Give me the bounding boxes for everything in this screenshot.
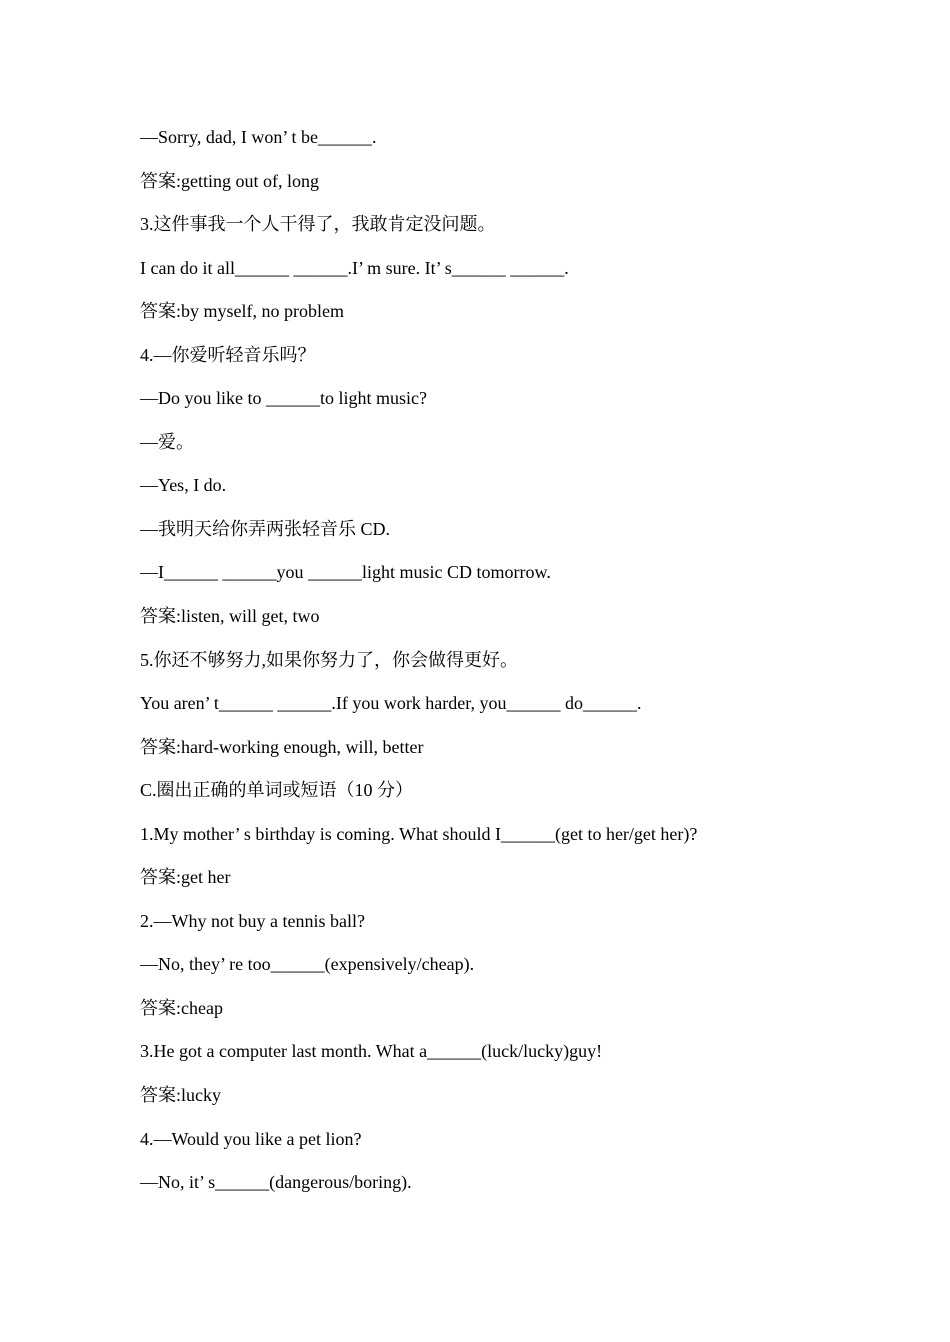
answer-line: 答案:cheap <box>140 997 223 1018</box>
answer-line: 答案:get her <box>140 867 231 888</box>
document-body <box>140 122 860 1211</box>
fill-in-line: You aren’ t______ ______.If you work harder, you______ do______. <box>140 693 642 714</box>
question-line: 4.—Would you like a pet lion? <box>140 1128 362 1149</box>
answer-line: 答案:hard-working enough, will, better <box>140 736 424 757</box>
section-heading: C.圈出正确的单词或短语（10 分） <box>140 780 414 801</box>
question-prompt: 3.这件事我一个人干得了，我敢肯定没问题。 <box>140 214 496 235</box>
dialogue-line: —爱。 <box>140 431 194 452</box>
answer-line: 答案:getting out of, long <box>140 170 319 191</box>
question-line: 1.My mother’ s birthday is coming. What should I______(get to her/get her)? <box>140 823 698 844</box>
question-line: —No, it’ s______(dangerous/boring). <box>140 1172 412 1193</box>
answer-line: 答案:listen, will get, two <box>140 606 320 627</box>
question-line: 3.He got a computer last month. What a______(luck/lucky)guy! <box>140 1041 603 1062</box>
dialogue-line: —我明天给你弄两张轻音乐 CD. <box>140 518 391 539</box>
answer-line: 答案:lucky <box>140 1085 221 1106</box>
question-line: 2.—Why not buy a tennis ball? <box>140 910 365 931</box>
dialogue-line: —Yes, I do. <box>140 475 227 496</box>
question-prompt: 5.你还不够努力,如果你努力了，你会做得更好。 <box>140 649 518 670</box>
dialogue-line: —Sorry, dad, I won’ t be______. <box>140 127 377 147</box>
fill-in-line: —Do you like to ______to light music? <box>140 388 427 409</box>
fill-in-line: I can do it all______ ______.I’ m sure. It’ s______ ______. <box>140 257 569 278</box>
answer-line: 答案:by myself, no problem <box>140 301 344 322</box>
question-prompt: 4.—你爱听轻音乐吗？ <box>140 344 316 365</box>
fill-in-line: —I______ ______you ______light music CD tomorrow. <box>140 562 551 583</box>
question-line: —No, they’ re too______(expensively/cheap). <box>140 954 475 975</box>
